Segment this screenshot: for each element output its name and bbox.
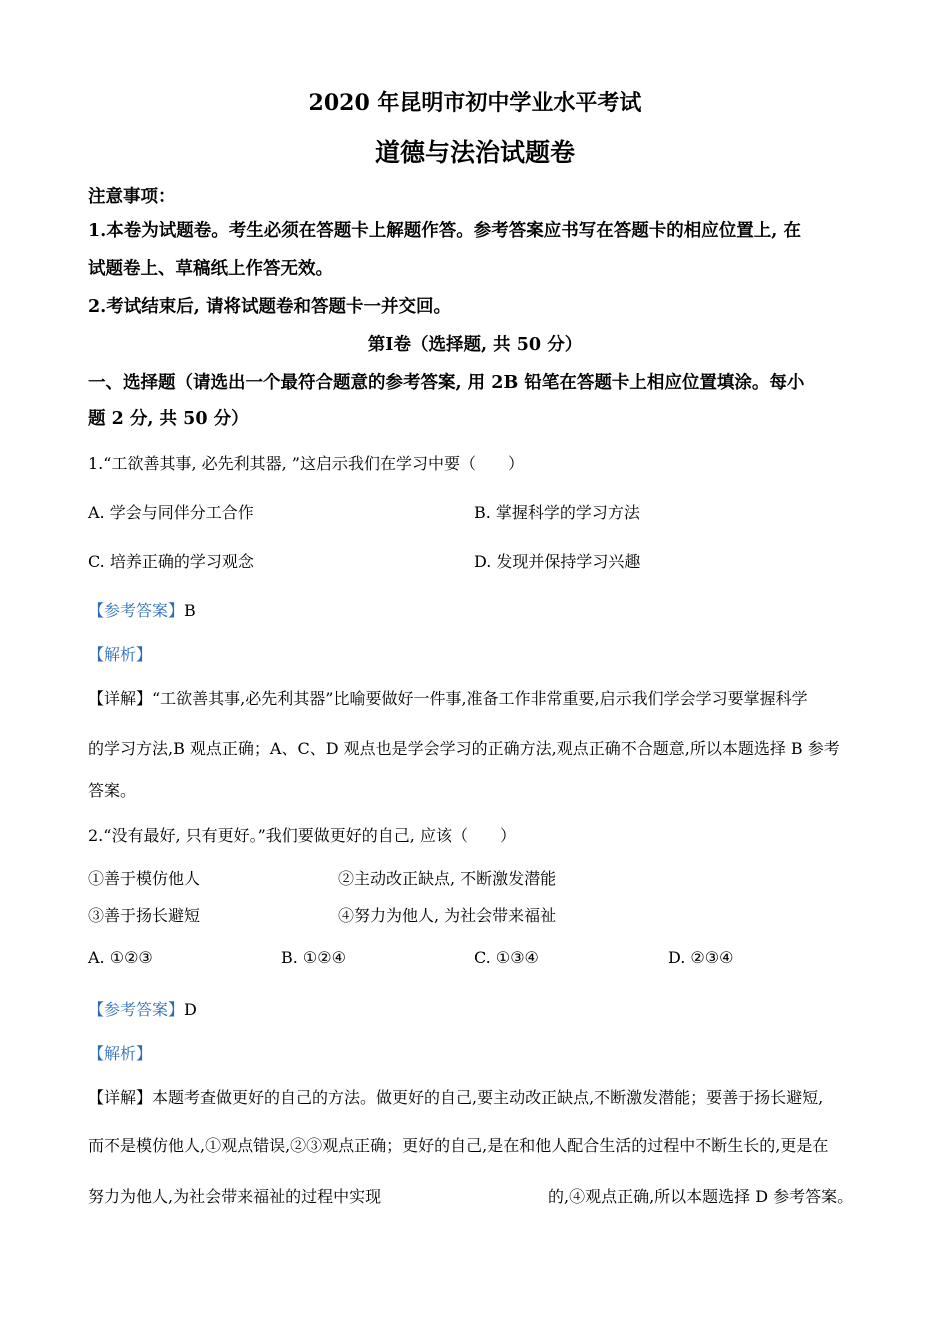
q2-item-2: ②主动改正缺点, 不断激发潜能 bbox=[338, 869, 557, 888]
q2-detail-line-3a: 努力为他人,为社会带来福祉的过程中实现 bbox=[88, 1187, 382, 1206]
q2-option-a: A. ①②③ bbox=[88, 948, 153, 967]
q2-detail-line-3b: 的,④观点正确,所以本题选择 D 参考答案。 bbox=[548, 1187, 854, 1206]
exam-subtitle: 道德与法治试题卷 bbox=[374, 138, 575, 167]
q1-option-d: D. 发现并保持学习兴趣 bbox=[474, 552, 641, 571]
q1-detail-line-1: 【详解】“工欲善其事,必先利其器”比喻要做好一件事,准备工作非常重要,启示我们学会学习要掌握科学 bbox=[88, 689, 808, 708]
q2-answer-value: D bbox=[184, 1000, 197, 1019]
q2-item-3: ③善于扬长避短 bbox=[88, 906, 201, 925]
q2-stem: 2.“没有最好, 只有更好。”我们要做更好的自己, 应该（ ） bbox=[88, 826, 516, 845]
exam-title: 2020 年昆明市初中学业水平考试 bbox=[308, 90, 642, 116]
q2-answer-label: 【参考答案】 bbox=[88, 1000, 185, 1019]
q1-option-a: A. 学会与同伴分工合作 bbox=[88, 503, 254, 522]
q1-stem: 1.“工欲善其事, 必先利其器, ”这启示我们在学习中要（ ） bbox=[88, 454, 524, 473]
q1-detail-line-3: 答案。 bbox=[88, 781, 137, 800]
notice-item-1-line-1: 1.本卷为试题卷。考生必须在答题卡上解题作答。参考答案应书写在答题卡的相应位置上, 在 bbox=[88, 221, 801, 241]
notice-item-1-line-2: 试题卷上、草稿纸上作答无效。 bbox=[88, 259, 333, 279]
q1-answer-label: 【参考答案】 bbox=[88, 601, 185, 620]
q2-option-b: B. ①②④ bbox=[281, 948, 346, 967]
q2-detail-line-1: 【详解】本题考查做更好的自己的方法。做更好的自己,要主动改正缺点,不断激发潜能；要善于扬长避短, bbox=[88, 1088, 824, 1107]
q2-item-4: ④努力为他人, 为社会带来福祉 bbox=[338, 906, 557, 925]
q1-answer-value: B bbox=[184, 601, 196, 620]
part1-heading: 第Ⅰ卷（选择题, 共 50 分） bbox=[367, 335, 583, 355]
q2-option-d: D. ②③④ bbox=[668, 948, 734, 967]
q1-analysis-label: 【解析】 bbox=[88, 645, 153, 664]
part1-instruction-line-1: 一、选择题（请选出一个最符合题意的参考答案, 用 2B 铅笔在答题卡上相应位置填涂。每小 bbox=[88, 373, 805, 393]
q1-answer-row bbox=[88, 598, 196, 621]
q1-detail-line-2: 的学习方法,B 观点正确；A、C、D 观点也是学会学习的正确方法,观点正确不合题意,所以本题选择 B 参考 bbox=[88, 739, 840, 758]
q2-detail-line-2: 而不是模仿他人,①观点错误,②③观点正确；更好的自己,是在和他人配合生活的过程中不断生长的,更是在 bbox=[88, 1136, 829, 1155]
q2-option-c: C. ①③④ bbox=[474, 948, 539, 967]
part1-instruction-line-2: 题 2 分, 共 50 分） bbox=[88, 409, 249, 429]
q2-answer-row bbox=[88, 997, 197, 1020]
q1-option-c: C. 培养正确的学习观念 bbox=[88, 552, 254, 571]
q1-option-b: B. 掌握科学的学习方法 bbox=[474, 503, 640, 522]
q2-analysis-label: 【解析】 bbox=[88, 1044, 153, 1063]
notice-item-2: 2.考试结束后, 请将试题卷和答题卡一并交回。 bbox=[88, 297, 451, 317]
notice-heading: 注意事项： bbox=[88, 187, 176, 207]
q2-item-1: ①善于模仿他人 bbox=[88, 869, 201, 888]
